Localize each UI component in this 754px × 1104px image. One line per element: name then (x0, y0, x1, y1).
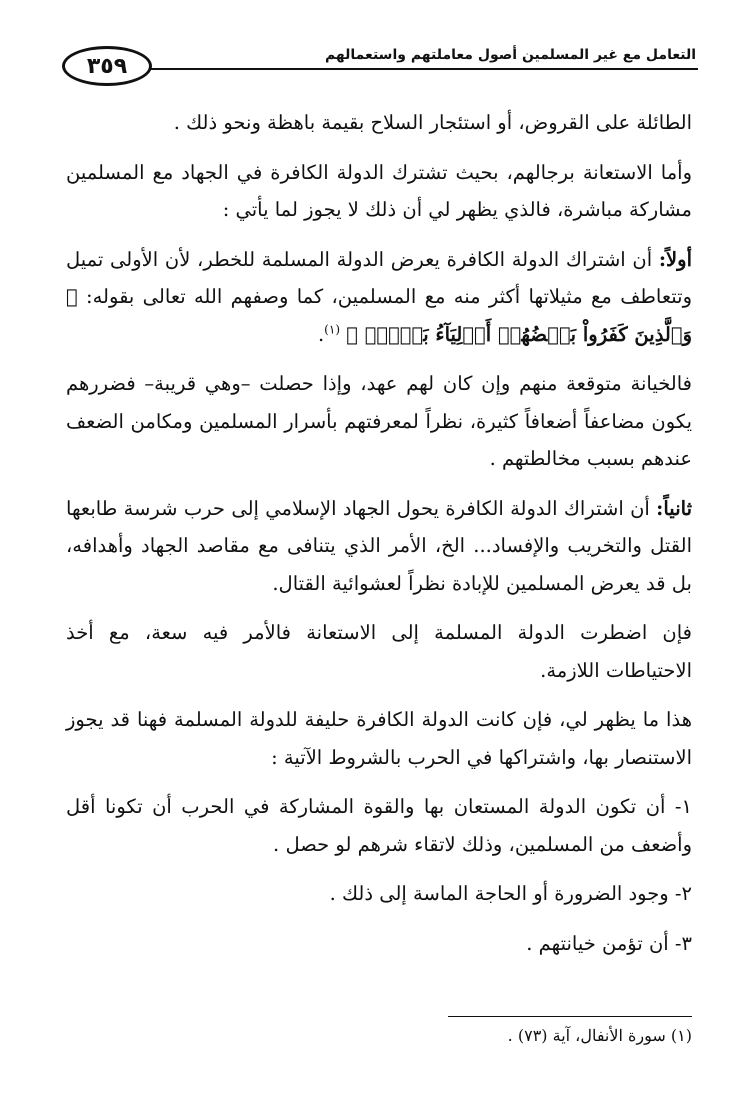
condition-1: ١- أن تكون الدولة المستعان بها والقوة المشاركة في الحرب أن تكونا أقل وأضعف من المسلمين، وذلك لاتقاء شرهم لو حصل . (66, 795, 692, 856)
paragraph-5-lead: ثانياً: (656, 496, 692, 520)
condition-3: ٣- أن تؤمن خيانتهم . (526, 931, 692, 955)
quran-verse: ﴿ وَٱلَّذِينَ كَفَرُواْ بَعۡضُهُمۡ أَوۡلِيَآءُ بَعۡضٍۚ ﴾ (66, 285, 692, 346)
paragraph-3-text: أن اشتراك الدولة الكافرة يعرض الدولة المسلمة للخطر، لأن الأولى تميل وتتعاطف مع مثيلاتها أكثر منه مع المسلمين، كما وصفهم الله تعالى بقوله: (66, 247, 692, 308)
paragraph-3-end: . (317, 322, 325, 346)
paragraph-4: فالخيانة متوقعة منهم وإن كان لهم عهد، وإذا حصلت –وهي قريبة– فضررهم يكون مضاعفاً أضعافاً كثيرة، نظراً لمعرفتهم بأسرار المسلمين ومكامن الضعف عندهم بسبب مخالطتهم . (66, 372, 692, 470)
footnote-reference[interactable]: (١) (324, 322, 340, 336)
body-text (66, 104, 692, 974)
page-number-oval (62, 46, 152, 86)
paragraph-3 (66, 241, 692, 354)
footnote-rule (448, 1016, 692, 1017)
running-header-title: التعامل مع غير المسلمين أصول معاملتهم واستعمالهم (324, 47, 696, 63)
paragraph-1: الطائلة على القروض، أو استئجار السلاح بقيمة باهظة ونحو ذلك . (173, 111, 692, 134)
paragraph-6: فإن اضطرت الدولة المسلمة إلى الاستعانة فالأمر فيه سعة، مع أخذ الاحتياطات اللازمة. (66, 621, 692, 682)
paragraph-7: هذا ما يظهر لي، فإن كانت الدولة الكافرة حليفة للدولة المسلمة فهنا قد يجوز الاستنصار بها، واشتراكها في الحرب بالشروط الآتية : (66, 708, 692, 769)
footnote: (١) سورة الأنفال، آية (٧٣) . (507, 1026, 692, 1045)
paragraph-3-lead: أولاً: (658, 247, 692, 271)
condition-2: ٢- وجود الضرورة أو الحاجة الماسة إلى ذلك . (329, 882, 692, 905)
paragraph-2: وأما الاستعانة برجالهم، بحيث تشترك الدولة الكافرة في الجهاد مع المسلمين مشاركة مباشرة، فالذي يظهر لي أن ذلك لا يجوز لما يأتي : (66, 160, 692, 221)
header-rule (128, 68, 698, 70)
page-number: ٣٥٩ (86, 53, 128, 79)
paragraph-5-text: أن اشتراك الدولة الكافرة يحول الجهاد الإسلامي إلى حرب شرسة طابعها القتل والتخريب والإفساد... الخ، الأمر الذي يتنافى مع مقاصد الجهاد وأهدافه، بل قد يعرض المسلمين للإبادة نظراً لعشوائية القتال. (66, 496, 692, 595)
paragraph-5 (66, 490, 692, 603)
